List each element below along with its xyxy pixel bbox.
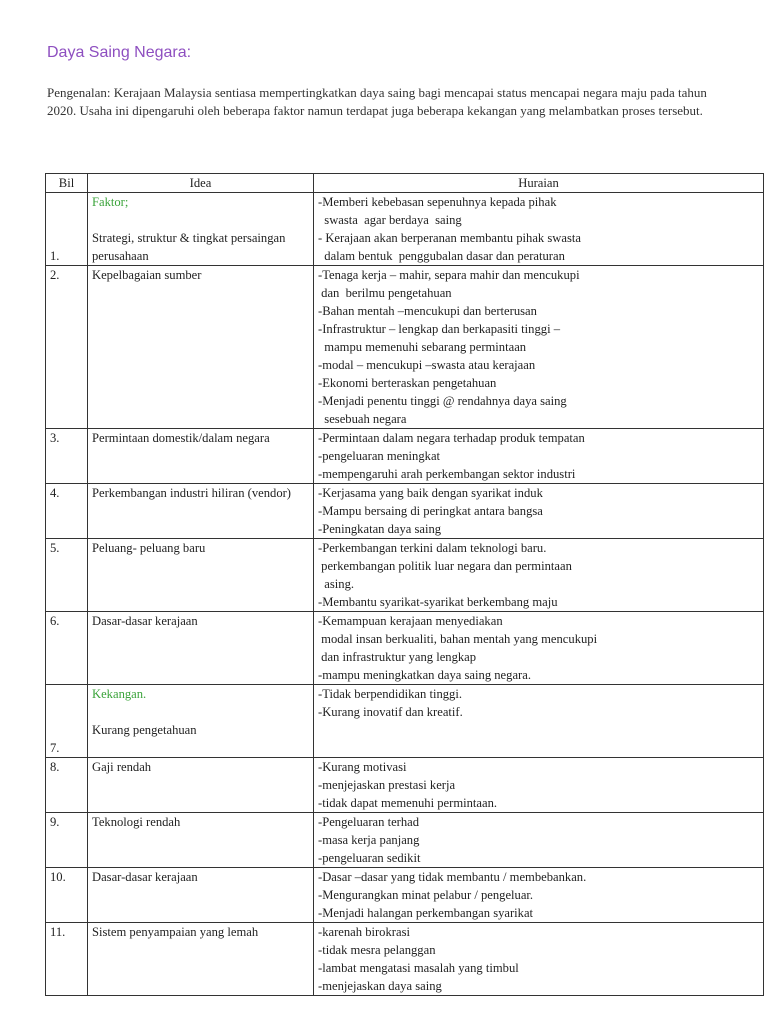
huraian-line: -Memberi kebebasan sepenuhnya kepada pihak: [318, 195, 557, 209]
huraian-line: -masa kerja panjang: [318, 833, 420, 847]
row-number: 6.: [46, 612, 88, 685]
huraian-line: -lambat mengatasi masalah yang timbul: [318, 961, 519, 975]
huraian-line: -tidak dapat memenuhi permintaan.: [318, 796, 498, 810]
idea-cell: [88, 193, 314, 266]
idea-cell: Peluang- peluang baru: [88, 539, 314, 612]
huraian-line: -Kemampuan kerajaan menyediakan: [318, 614, 503, 628]
row-number: 1.: [46, 193, 88, 266]
huraian-line: -karenah birokrasi: [318, 925, 410, 939]
huraian-line: -Tenaga kerja – mahir, separa mahir dan mencukupi: [318, 268, 580, 282]
huraian-cell: [314, 758, 764, 813]
huraian-line: -Ekonomi berteraskan pengetahuan: [318, 376, 497, 390]
huraian-cell: [314, 868, 764, 923]
header-bil: Bil: [46, 174, 88, 193]
huraian-line: -pengeluaran meningkat: [318, 449, 441, 463]
huraian-line: [318, 739, 759, 757]
huraian-line: -menjejaskan daya saing: [318, 979, 442, 993]
huraian-cell: [314, 612, 764, 685]
huraian-line: dalam bentuk penggubalan dasar dan peraturan: [318, 249, 565, 263]
huraian-line: asing.: [318, 577, 355, 591]
table-row: [46, 612, 764, 685]
idea-cell: Permintaan domestik/dalam negara: [88, 429, 314, 484]
huraian-line: -tidak mesra pelanggan: [318, 943, 436, 957]
huraian-line: -Membantu syarikat-syarikat berkembang maju: [318, 595, 558, 609]
huraian-line: mampu memenuhi sebarang permintaan: [318, 340, 527, 354]
huraian-cell: [314, 813, 764, 868]
table-row: [46, 685, 764, 758]
huraian-line: swasta agar berdaya saing: [318, 213, 462, 227]
spacer: [92, 211, 309, 229]
huraian-line: -Kerjasama yang baik dengan syarikat induk: [318, 486, 543, 500]
huraian-cell: [314, 923, 764, 996]
idea-cell: Gaji rendah: [88, 758, 314, 813]
table-row: [46, 813, 764, 868]
huraian-line: -menjejaskan prestasi kerja: [318, 778, 456, 792]
competitiveness-table: [45, 173, 764, 996]
huraian-line: dan infrastruktur yang lengkap: [318, 650, 477, 664]
row-number: 3.: [46, 429, 88, 484]
header-huraian: Huraian: [314, 174, 764, 193]
idea-text: Kurang pengetahuan: [92, 723, 197, 737]
idea-text: Strategi, struktur & tingkat persaingan perusahaan: [92, 231, 286, 263]
huraian-line: -Bahan mentah –mencukupi dan berterusan: [318, 304, 537, 318]
huraian-line: -Permintaan dalam negara terhadap produk tempatan: [318, 431, 585, 445]
huraian-line: modal insan berkualiti, bahan mentah yang mencukupi: [318, 632, 598, 646]
row-number: 4.: [46, 484, 88, 539]
table-row: [46, 539, 764, 612]
huraian-cell: [314, 193, 764, 266]
huraian-line: -Tidak berpendidikan tinggi.: [318, 687, 462, 701]
huraian-line: -Infrastruktur – lengkap dan berkapasiti tinggi –: [318, 322, 561, 336]
header-idea: Idea: [88, 174, 314, 193]
huraian-line: - Kerajaan akan berperanan membantu pihak swasta: [318, 231, 581, 245]
huraian-cell: [314, 685, 764, 758]
table-row: [46, 923, 764, 996]
huraian-line: -Pengeluaran terhad: [318, 815, 420, 829]
huraian-line: [318, 721, 759, 739]
huraian-line: sesebuah negara: [318, 412, 407, 426]
row-number: 5.: [46, 539, 88, 612]
huraian-line: -Peningkatan daya saing: [318, 522, 442, 536]
table-row: [46, 758, 764, 813]
table-body: [46, 193, 764, 996]
idea-cell: Dasar-dasar kerajaan: [88, 612, 314, 685]
huraian-cell: [314, 484, 764, 539]
huraian-line: -Kurang inovatif dan kreatif.: [318, 705, 463, 719]
section-heading: Kekangan.: [92, 687, 147, 701]
row-number: 11.: [46, 923, 88, 996]
huraian-cell: [314, 266, 764, 429]
table-row: [46, 266, 764, 429]
row-number: 2.: [46, 266, 88, 429]
huraian-line: -Menjadi penentu tinggi @ rendahnya daya saing: [318, 394, 567, 408]
huraian-line: -Perkembangan terkini dalam teknologi baru.: [318, 541, 547, 555]
row-number: 7.: [46, 685, 88, 758]
huraian-line: -Mampu bersaing di peringkat antara bangsa: [318, 504, 543, 518]
intro-paragraph: Pengenalan: Kerajaan Malaysia sentiasa mempertingkatkan daya saing bagi mencapai status mencapai negara maju pada tahun 2020. Usaha ini dipengaruhi oleh beberapa faktor namun terdapat juga beberapa kekangan yang melambatkan proses tersebut.: [47, 85, 707, 118]
huraian-line: -Mengurangkan minat pelabur / pengeluar.: [318, 888, 534, 902]
section-heading: Faktor;: [92, 195, 129, 209]
huraian-cell: [314, 539, 764, 612]
page-title: Daya Saing Negara:: [47, 44, 192, 61]
table-row: [46, 484, 764, 539]
row-number: 10.: [46, 868, 88, 923]
huraian-line: dan berilmu pengetahuan: [318, 286, 452, 300]
huraian-line: -pengeluaran sedikit: [318, 851, 421, 865]
huraian-line: -Dasar –dasar yang tidak membantu / membebankan.: [318, 870, 587, 884]
huraian-line: -mempengaruhi arah perkembangan sektor industri: [318, 467, 576, 481]
table-row: [46, 429, 764, 484]
huraian-line: -modal – mencukupi –swasta atau kerajaan: [318, 358, 536, 372]
idea-cell: Kepelbagaian sumber: [88, 266, 314, 429]
spacer: [92, 703, 309, 721]
huraian-line: perkembangan politik luar negara dan permintaan: [318, 559, 572, 573]
idea-cell: [88, 685, 314, 758]
idea-cell: Perkembangan industri hiliran (vendor): [88, 484, 314, 539]
row-number: 8.: [46, 758, 88, 813]
huraian-cell: [314, 429, 764, 484]
idea-cell: Teknologi rendah: [88, 813, 314, 868]
huraian-line: -mampu meningkatkan daya saing negara.: [318, 668, 531, 682]
table-row: [46, 193, 764, 266]
idea-cell: Sistem penyampaian yang lemah: [88, 923, 314, 996]
table-header-row: [46, 174, 764, 193]
row-number: 9.: [46, 813, 88, 868]
idea-cell: Dasar-dasar kerajaan: [88, 868, 314, 923]
table-row: [46, 868, 764, 923]
huraian-line: -Kurang motivasi: [318, 760, 407, 774]
huraian-line: -Menjadi halangan perkembangan syarikat: [318, 906, 534, 920]
